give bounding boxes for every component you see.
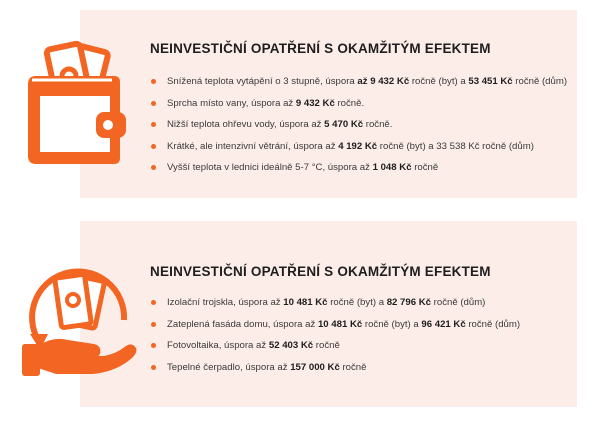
amount-value: 5 470 Kč xyxy=(324,119,364,130)
amount-value: 1 048 Kč xyxy=(372,162,412,173)
amount-value: 96 421 Kč xyxy=(421,318,466,330)
amount-value: 157 000 Kč xyxy=(290,361,340,373)
item-text: ročně xyxy=(313,340,340,351)
item-text: ročně xyxy=(339,361,367,373)
list-item xyxy=(150,93,567,115)
list-item xyxy=(150,71,567,93)
item-text: ročně (byt) a xyxy=(327,297,387,308)
item-text: Vyšší teplota v lednici ideálně 5-7 °C, úspora až xyxy=(167,162,373,173)
item-text: Nižší teplota ohřevu vody, úspora až xyxy=(167,119,325,130)
item-text: Tepelné čerpadlo, úspora až xyxy=(167,361,291,373)
item-text: ročně (dům) xyxy=(512,76,568,87)
section-title: NEINVESTIČNÍ OPATŘENÍ S OKAMŽITÝM EFEKTEM xyxy=(150,264,491,279)
item-text: Fotovoltaika, úspora až xyxy=(167,340,269,351)
item-text: Izolační trojskla, úspora až xyxy=(167,297,284,308)
item-text: ročně (dům) xyxy=(465,318,521,330)
amount-value: 10 481 Kč xyxy=(317,318,363,330)
list-item xyxy=(150,114,567,136)
savings-list xyxy=(150,71,567,179)
item-text: ročně. xyxy=(363,119,393,130)
list-item xyxy=(150,157,567,179)
wallet-with-cash-icon xyxy=(12,40,142,170)
item-text: ročně (byt) a xyxy=(409,76,469,87)
item-text: ročně (dům) xyxy=(431,297,486,308)
item-text: ročně xyxy=(411,162,439,173)
amount-value: 9 432 Kč xyxy=(295,97,335,109)
item-text: Zateplená fasáda domu, úspora až xyxy=(167,318,318,330)
item-text: ročně (byt) a xyxy=(362,318,422,330)
item-text: Krátké, ale intenzivní větrání, úspora až xyxy=(167,140,339,152)
amount-value: až 9 432 Kč xyxy=(357,76,410,87)
savings-list xyxy=(150,292,520,378)
amount-value: 53 451 Kč xyxy=(468,76,513,87)
amount-value: 52 403 Kč xyxy=(268,340,314,351)
item-text: ročně (byt) a 33 538 Kč ročně (dům) xyxy=(377,140,534,152)
amount-value: 10 481 Kč xyxy=(283,297,328,308)
hand-with-cash-cycle-icon xyxy=(12,250,147,380)
list-item xyxy=(150,136,567,158)
item-text: Snížená teplota vytápění o 3 stupně, úspora xyxy=(167,76,358,87)
list-item xyxy=(150,292,520,314)
item-text: ročně. xyxy=(334,97,365,109)
item-text: Sprcha místo vany, úspora až xyxy=(167,97,296,109)
list-item xyxy=(150,335,520,357)
amount-value: 82 796 Kč xyxy=(386,297,431,308)
amount-value: 4 192 Kč xyxy=(338,140,378,152)
section-title: NEINVESTIČNÍ OPATŘENÍ S OKAMŽITÝM EFEKTEM xyxy=(150,41,491,56)
list-item xyxy=(150,357,520,379)
list-item xyxy=(150,314,520,336)
